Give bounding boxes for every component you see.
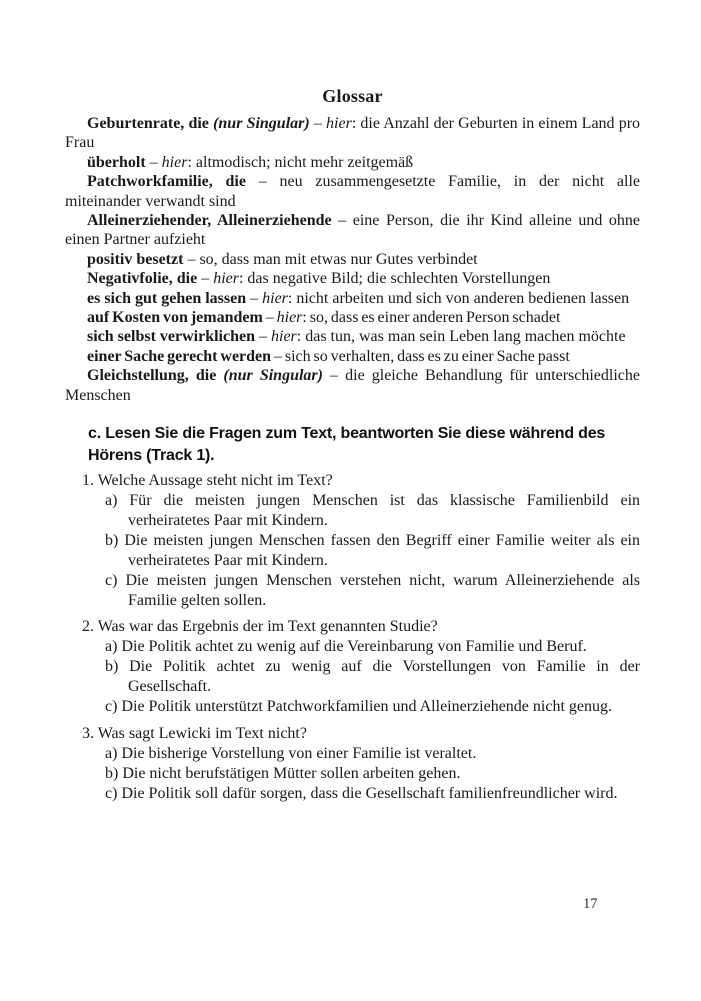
glossary-dash: – bbox=[271, 347, 285, 365]
glossary-dash: – bbox=[262, 309, 277, 327]
option-letter: b) bbox=[105, 531, 119, 549]
glossary-hier-marker: hier bbox=[262, 289, 288, 307]
option-text: Für die meisten jungen Menschen ist das klassische Familienbild ein verheiratetes Paar mit Kindern. bbox=[128, 492, 641, 529]
glossary-term: einer Sache gerecht werden bbox=[87, 347, 272, 365]
question-number: 3. bbox=[82, 724, 94, 742]
glossary-entry bbox=[65, 308, 640, 327]
glossary-entry bbox=[65, 289, 640, 308]
answer-option bbox=[82, 637, 640, 657]
glossary-term: positiv besetzt bbox=[87, 250, 184, 268]
answer-option bbox=[82, 764, 640, 784]
glossary-term: Geburtenrate, die bbox=[87, 115, 214, 132]
glossary-dash: – bbox=[245, 173, 280, 191]
option-text: Die Politik achtet zu wenig auf die Vorstellungen von Familie in der Gesellschaft. bbox=[128, 658, 641, 696]
task-heading: c. Lesen Sie die Fragen zum Text, beantworten Sie diese während des Hörens (Track 1). bbox=[88, 425, 606, 464]
glossary-dash: – bbox=[246, 289, 263, 307]
glossary-hier-marker: hier bbox=[213, 270, 239, 288]
page-title: Glossar bbox=[322, 86, 383, 106]
glossary-definition: eine Person, die ihr Kind alleine und ohne einen Partner aufzieht bbox=[65, 212, 641, 249]
glossary-dash: – bbox=[322, 367, 346, 385]
option-text: Die Politik unterstützt Patchworkfamilien und Alleinerziehende nicht genug. bbox=[121, 698, 612, 716]
glossary-entry bbox=[65, 366, 640, 405]
glossary-hier-marker: hier bbox=[271, 328, 297, 346]
glossary-term: Gleichstellung, die bbox=[87, 367, 224, 385]
glossary-definition: so, dass man mit etwas nur Gutes verbindet bbox=[199, 250, 478, 268]
glossary-term: auf Kosten von jemandem bbox=[87, 309, 263, 327]
option-letter: c) bbox=[105, 571, 118, 589]
question-text: Was sagt Lewicki im Text nicht? bbox=[97, 724, 307, 742]
question-line bbox=[82, 724, 640, 744]
option-text: Die bisherige Vorstellung von einer Familie ist veraltet. bbox=[121, 744, 477, 762]
glossary-dash: – bbox=[331, 212, 353, 230]
answer-option bbox=[82, 657, 640, 697]
glossary-definition: sich so verhalten, dass es zu einer Sache passt bbox=[284, 347, 570, 365]
answer-option bbox=[82, 571, 640, 611]
glossary-entry bbox=[65, 114, 640, 153]
option-letter: c) bbox=[105, 698, 118, 716]
question-number: 2. bbox=[82, 618, 94, 636]
glossary-definition: : das tun, was man sein Leben lang machen möchte bbox=[296, 328, 626, 346]
question-line bbox=[82, 471, 640, 491]
glossary-qualifier: (nur Singular) bbox=[223, 367, 323, 385]
option-letter: c) bbox=[105, 784, 118, 802]
question-block bbox=[82, 724, 640, 804]
glossary-term: Patchworkfamilie, die bbox=[87, 173, 246, 191]
question-text: Welche Aussage steht nicht im Text? bbox=[97, 472, 333, 490]
glossary-term: sich selbst verwirklichen bbox=[87, 328, 255, 346]
glossary-term: Alleinerziehender, Alleinerziehende bbox=[87, 212, 332, 230]
answer-option bbox=[82, 531, 640, 571]
glossary-hier-marker: hier bbox=[326, 115, 352, 132]
glossary-definition: die gleiche Behandlung für unterschiedliche Menschen bbox=[65, 367, 640, 404]
glossary-section bbox=[65, 114, 640, 405]
glossary-entry bbox=[65, 172, 640, 211]
glossary-entry bbox=[65, 211, 640, 250]
glossary-entry bbox=[65, 153, 640, 172]
glossary-hier-marker: hier bbox=[276, 309, 303, 327]
option-text: Die nicht berufstätigen Mütter sollen arbeiten gehen. bbox=[122, 764, 461, 782]
answer-option bbox=[82, 491, 640, 531]
page-number: 17 bbox=[583, 896, 598, 912]
glossary-definition: : das negative Bild; die schlechten Vorstellungen bbox=[238, 270, 551, 288]
question-text: Was war das Ergebnis der im Text genannten Studie? bbox=[97, 618, 438, 636]
option-text: Die Politik achtet zu wenig auf die Vereinbarung von Familie und Beruf. bbox=[121, 638, 587, 656]
option-text: Die meisten jungen Menschen verstehen nicht, warum Alleinerziehende als Familie gelten sollen. bbox=[125, 571, 641, 609]
question-number: 1. bbox=[82, 472, 94, 490]
questions-section bbox=[65, 471, 640, 804]
glossary-entry bbox=[65, 347, 640, 366]
glossary-dash: – bbox=[145, 153, 162, 171]
glossary-term: es sich gut gehen lassen bbox=[87, 289, 247, 307]
option-text: Die Politik soll dafür sorgen, dass die Gesellschaft familienfreundlicher wird. bbox=[121, 784, 618, 802]
question-block bbox=[82, 617, 640, 717]
glossary-hier-marker: hier bbox=[161, 153, 188, 171]
answer-option bbox=[82, 784, 640, 804]
glossary-dash: – bbox=[255, 328, 271, 346]
glossary-definition: : altmodisch; nicht mehr zeitgemäß bbox=[187, 153, 414, 171]
glossary-entry bbox=[65, 269, 640, 288]
option-letter: a) bbox=[105, 744, 118, 762]
question-block bbox=[82, 471, 640, 610]
glossary-dash: – bbox=[197, 270, 214, 288]
answer-option bbox=[82, 697, 640, 717]
glossary-definition: : so, dass es einer anderen Person schadet bbox=[302, 309, 561, 327]
glossary-definition: : die Anzahl der Geburten in einem Land pro Frau bbox=[65, 115, 641, 152]
option-text: Die meisten jungen Menschen fassen den Begriff einer Familie weiter als ein verheiratetes Paar mit Kindern. bbox=[124, 531, 641, 569]
glossary-definition: : nicht arbeiten und sich von anderen bedienen lassen bbox=[287, 289, 630, 307]
glossary-entry bbox=[65, 250, 640, 269]
glossary-term: überholt bbox=[87, 153, 146, 171]
glossary-definition: neu zusammengesetzte Familie, in der nicht alle miteinander verwandt sind bbox=[65, 173, 641, 210]
question-line bbox=[82, 617, 640, 637]
option-letter: b) bbox=[105, 764, 119, 782]
option-letter: a) bbox=[105, 638, 118, 656]
option-letter: b) bbox=[105, 658, 119, 676]
glossary-dash: – bbox=[183, 250, 200, 268]
option-letter: a) bbox=[105, 492, 118, 509]
glossary-term: Negativfolie, die bbox=[87, 270, 198, 288]
answer-option bbox=[82, 744, 640, 764]
glossary-dash: – bbox=[309, 115, 327, 132]
glossary-qualifier: (nur Singular) bbox=[213, 115, 310, 132]
glossary-entry bbox=[65, 327, 640, 346]
